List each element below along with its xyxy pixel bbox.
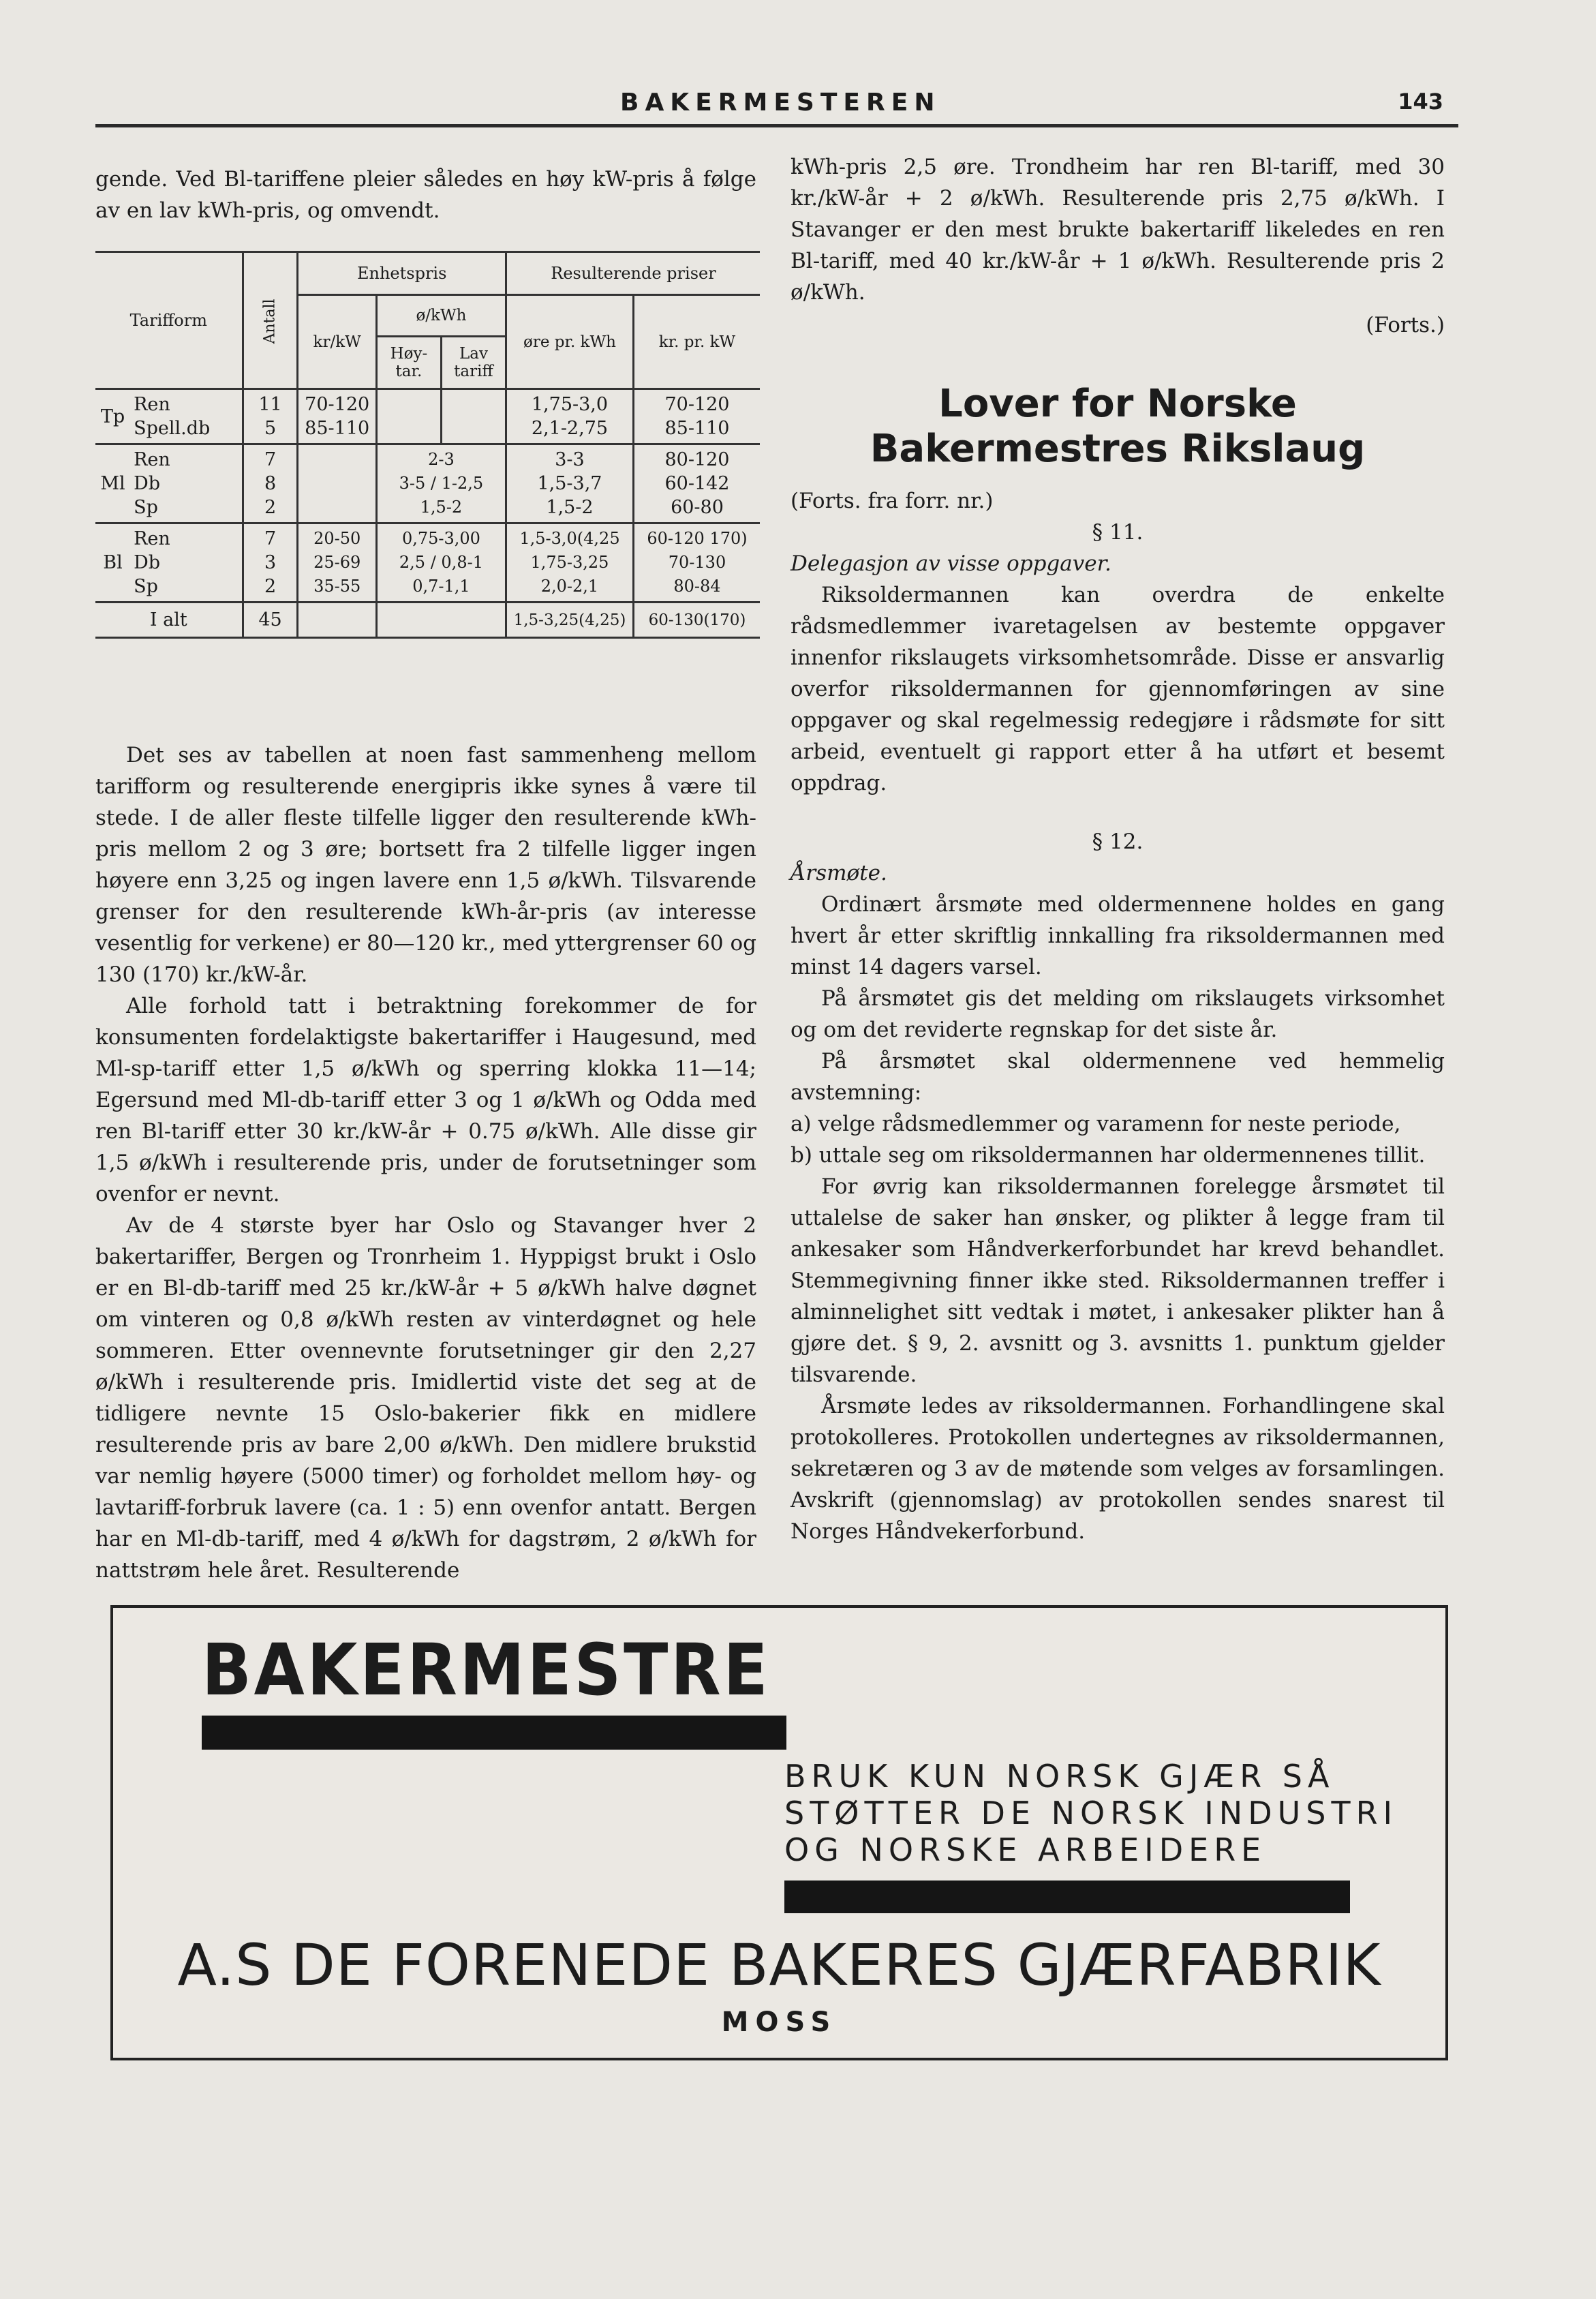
- table-row: [95, 523, 760, 603]
- ore-kwh-value: 3-3: [555, 449, 585, 470]
- col-head-per-kwh: ø/kWh: [376, 295, 506, 337]
- ore-kwh-value: 1,75-3,0: [531, 394, 609, 415]
- kr-kw-value: 85-110: [305, 418, 370, 439]
- table-row: [95, 389, 760, 444]
- col-head-lav-tariff: Lav tariff: [441, 337, 506, 389]
- publication-title: BAKERMESTEREN: [620, 89, 941, 117]
- col-head-kr-pr-kw: kr. pr. kW: [658, 333, 736, 351]
- kr-kw-value: 70-120: [305, 394, 370, 415]
- left-paragraph: Det ses av tabellen at noen fast sammenheng mellom tarifform og resulterende energipris ikke synes å være til stede. I de aller fleste tilfelle ligger den resulterende kWh-pris mellom 2 og 3 øre; bortsett fra 2 tilfelle ligger ingen høyere enn 3,25 og ingen lavere enn 1,5 ø/kWh. Tilsvarende grenser for den resulterende kWh-år-pris (av interesse vesentlig for verkene) er 80—120 kr., med yttergrenser 60 og 130 (170) kr./kW-år.: [95, 743, 756, 987]
- hoy-tar-value: 1,5-2: [420, 498, 463, 517]
- section-12-title: § 12.: [1092, 829, 1144, 854]
- page-header: [95, 89, 1458, 130]
- left-intro-paragraph: gende. Ved Bl-tariffene pleier således en høy kW-pris å følge av en lav kWh-pris, og omvendt.: [95, 167, 756, 223]
- section-11-subtitle: Delegasjon av visse oppgaver.: [791, 551, 1111, 576]
- kr-pr-kw-value: 60-142: [664, 473, 730, 494]
- group-label: Tp: [100, 406, 125, 427]
- tariff-type: Db: [134, 552, 161, 573]
- ore-kwh-value: 1,5-3,7: [537, 473, 602, 494]
- total-label: I alt: [95, 603, 243, 638]
- right-intro-paragraph: kWh-pris 2,5 øre. Trondheim har ren Bl-tariff, med 30 kr./kW-år + 2 ø/kWh. Resulterende pris 2,75 ø/kWh. I Stavanger er den mest brukte bakertariff likeledes en ren Bl-tariff, med 40 kr./kW-år + 1 ø/kWh. Resulterende pris 2 ø/kWh.: [791, 155, 1445, 305]
- hoy-tar-value: 2,5 / 0,8-1: [399, 553, 483, 572]
- ore-kwh-value: 2,0-2,1: [540, 577, 599, 596]
- kr-kw-value: 25-69: [313, 553, 361, 572]
- forts-note: (Forts.): [1366, 313, 1445, 337]
- ad-slogan-line: OG NORSKE ARBEIDERE: [784, 1831, 1267, 1868]
- ad-company: A.S DE FORENEDE BAKERES GJÆRFABRIK: [177, 1932, 1381, 1998]
- ad-slogan-line: BRUK KUN NORSK GJÆR SÅ: [784, 1758, 1335, 1795]
- tariff-type: Ren: [134, 528, 170, 549]
- section-12-list-item: b) uttale seg om riksoldermannen har oldermennenes tillit.: [791, 1143, 1426, 1168]
- section-12-subtitle: Årsmøte.: [791, 861, 887, 885]
- tariff-type: Sp: [134, 497, 158, 518]
- total-ore-kwh: 1,5-3,25(4,25): [506, 603, 633, 638]
- section-12-paragraph: På årsmøtet skal oldermennene ved hemmelig avstemning:: [791, 1049, 1445, 1105]
- col-head-hoy-tar: Høy-tar.: [376, 337, 441, 389]
- kr-pr-kw-value: 70-130: [668, 553, 726, 572]
- group-label: Ml: [100, 473, 125, 494]
- section-12-paragraph: Årsmøte ledes av riksoldermannen. Forhandlingene skal protokolleres. Protokollen undertegnes av riksoldermannen, sekretæren og 3 av de møtende som velges av forsamlingen. Avskrift (gjennomslag) av protokollen sendes snarest til Norges Håndvekerforbund.: [791, 1394, 1445, 1544]
- left-paragraph: Av de 4 største byer har Oslo og Stavanger hver 2 bakertariffer, Bergen og Tronrheim 1. Hyppigst brukt i Oslo er en Bl-db-tariff med 25 kr./kW-år + 5 ø/kWh halve døgnet om vinteren og 0,8 ø/kWh resten av vinterdøgnet og hele sommeren. Etter ovennevnte forutsetninger gir den 2,27 ø/kWh i resulterende pris. Imidlertid viste det seg at de tidligere nevnte 15 Oslo-bakerier fikk en midlere resulterende pris av bare 2,00 ø/kWh. Den midlere brukstid var nemlig høyere (5000 timer) og forholdet mellom høy- og lavtariff-forbruk lavere (ca. 1 : 5) enn ovenfor antatt. Bergen har en Ml-db-tariff, med 4 ø/kWh for dagstrøm, 2 ø/kWh for nattstrøm hele året. Resulterende: [95, 1213, 756, 1583]
- col-head-kr-kw: kr/kW: [298, 295, 376, 389]
- article-heading: Lover for Norske Bakermestres Rikslaug: [870, 382, 1366, 471]
- tariff-type: Ren: [134, 449, 170, 470]
- col-head-enhetspris: Enhetspris: [298, 252, 506, 295]
- table-total-row: [95, 603, 760, 638]
- antall-value: 2: [264, 576, 277, 597]
- tariff-type: Sp: [134, 576, 158, 597]
- col-head-resulterende: Resulterende priser: [506, 252, 760, 295]
- section-12-paragraph: For øvrig kan riksoldermannen forelegge årsmøtet til uttalelse de saker han ønsker, og plikter å legge fram til ankesaker som Håndverkerforbundet har krevd behandlet. Stemmegivning finner ikke sted. Riksoldermannen treffer i alminnelighet sitt vedtak i møtet, i ankesaker plikter han å gjøre det. § 9, 2. avsnitt og 3. avsnitts 1. punktum gjelder tilsvarende.: [791, 1174, 1445, 1387]
- ad-brand: BAKERMESTRE: [202, 1628, 771, 1711]
- section-11-text: Riksoldermannen kan overdra de enkelte rådsmedlemmer ivaretagelsen av bestemte oppgaver innenfor rikslaugets virksomhetsområde. Disse er ansvarlig overfor riksoldermannen for gjennomføringen av sine oppgaver og skal regelmessig redegjøre i rådsmøte for sitt arbeid, eventuelt gi rapport etter å ha utført et besemt oppdrag.: [791, 583, 1445, 795]
- ad-slogan: [784, 1758, 1398, 1868]
- col-head-antall: Antall: [243, 252, 298, 389]
- advertisement: [110, 1605, 1448, 2060]
- antall-value: 3: [264, 552, 277, 573]
- hoy-tar-value: 3-5 / 1-2,5: [399, 474, 484, 493]
- hoy-tar-value: 2-3: [428, 450, 455, 469]
- tariff-table: [95, 251, 760, 639]
- col-head-ore-kwh: øre pr. kWh: [506, 295, 633, 389]
- ad-slogan-line: STØTTER DE NORSK INDUSTRI: [784, 1795, 1398, 1831]
- ad-city: MOSS: [721, 2007, 838, 2038]
- kr-pr-kw-value: 60-120 170): [647, 529, 748, 548]
- total-antall: 45: [243, 603, 298, 638]
- hoy-tar-value: 0,7-1,1: [412, 577, 470, 596]
- total-kr-pr-kw: 60-130(170): [648, 611, 746, 629]
- kr-pr-kw-value: 85-110: [664, 418, 730, 439]
- tariff-type: Spell.db: [134, 418, 211, 439]
- ore-kwh-value: 1,5-3,0(4,25: [519, 529, 620, 548]
- antall-value: 7: [264, 449, 277, 470]
- header-rule: [95, 124, 1458, 127]
- kr-kw-value: 20-50: [313, 529, 361, 548]
- kr-pr-kw-value: 60-80: [671, 497, 724, 518]
- ore-kwh-value: 2,1-2,75: [531, 418, 609, 439]
- col-head-tarifform: Tarifform: [95, 252, 243, 389]
- right-column-top: [791, 151, 1445, 341]
- antall-value: 8: [264, 473, 277, 494]
- left-paragraph: Alle forhold tatt i betraktning forekommer de for konsumenten fordelaktigste bakertariffer i Haugesund, med Ml-sp-tariff etter 1,5 ø/kWh og sperring klokka 11—14; Egersund med Ml-db-tariff etter 3 og 1 ø/kWh og Odda med ren Bl-tariff etter 30 kr./kW-år + 0.75 ø/kWh. Alle disse gir 1,5 ø/kWh i resulterende pris, under de forutsetninger som ovenfor er nevnt.: [95, 994, 756, 1206]
- section-12-list-item: a) velge rådsmedlemmer og varamenn for neste periode,: [791, 1112, 1401, 1136]
- page-number: 143: [1398, 89, 1443, 115]
- group-label: Bl: [103, 552, 123, 573]
- antall-value: 7: [264, 528, 277, 549]
- left-column-body: [95, 740, 756, 1586]
- kr-pr-kw-value: 80-120: [664, 449, 730, 470]
- forts-prev-note: (Forts. fra forr. nr.): [791, 489, 994, 513]
- ore-kwh-value: 1,5-2: [546, 497, 594, 518]
- kr-pr-kw-value: 70-120: [664, 394, 730, 415]
- table-row: [95, 444, 760, 523]
- section-12-paragraph: Ordinært årsmøte med oldermennene holdes en gang hvert år etter skriftlig innkalling fra riksoldermannen med minst 14 dagers varsel.: [791, 892, 1445, 979]
- kr-pr-kw-value: 80-84: [673, 577, 721, 596]
- ore-kwh-value: 1,75-3,25: [530, 553, 609, 572]
- antall-value: 11: [258, 394, 282, 415]
- right-column-body: [791, 485, 1445, 1547]
- tariff-type: Db: [134, 473, 161, 494]
- antall-value: 2: [264, 497, 277, 518]
- section-11-title: § 11.: [1092, 520, 1144, 545]
- ad-bar: [202, 1716, 786, 1750]
- tariff-type: Ren: [134, 394, 170, 415]
- kr-kw-value: 35-55: [313, 577, 361, 596]
- section-12-paragraph: På årsmøtet gis det melding om rikslaugets virksomhet og om det reviderte regnskap for det siste år.: [791, 986, 1445, 1042]
- antall-value: 5: [264, 418, 277, 439]
- left-column: [95, 164, 756, 226]
- ad-bar: [784, 1881, 1350, 1913]
- hoy-tar-value: 0,75-3,00: [401, 529, 480, 548]
